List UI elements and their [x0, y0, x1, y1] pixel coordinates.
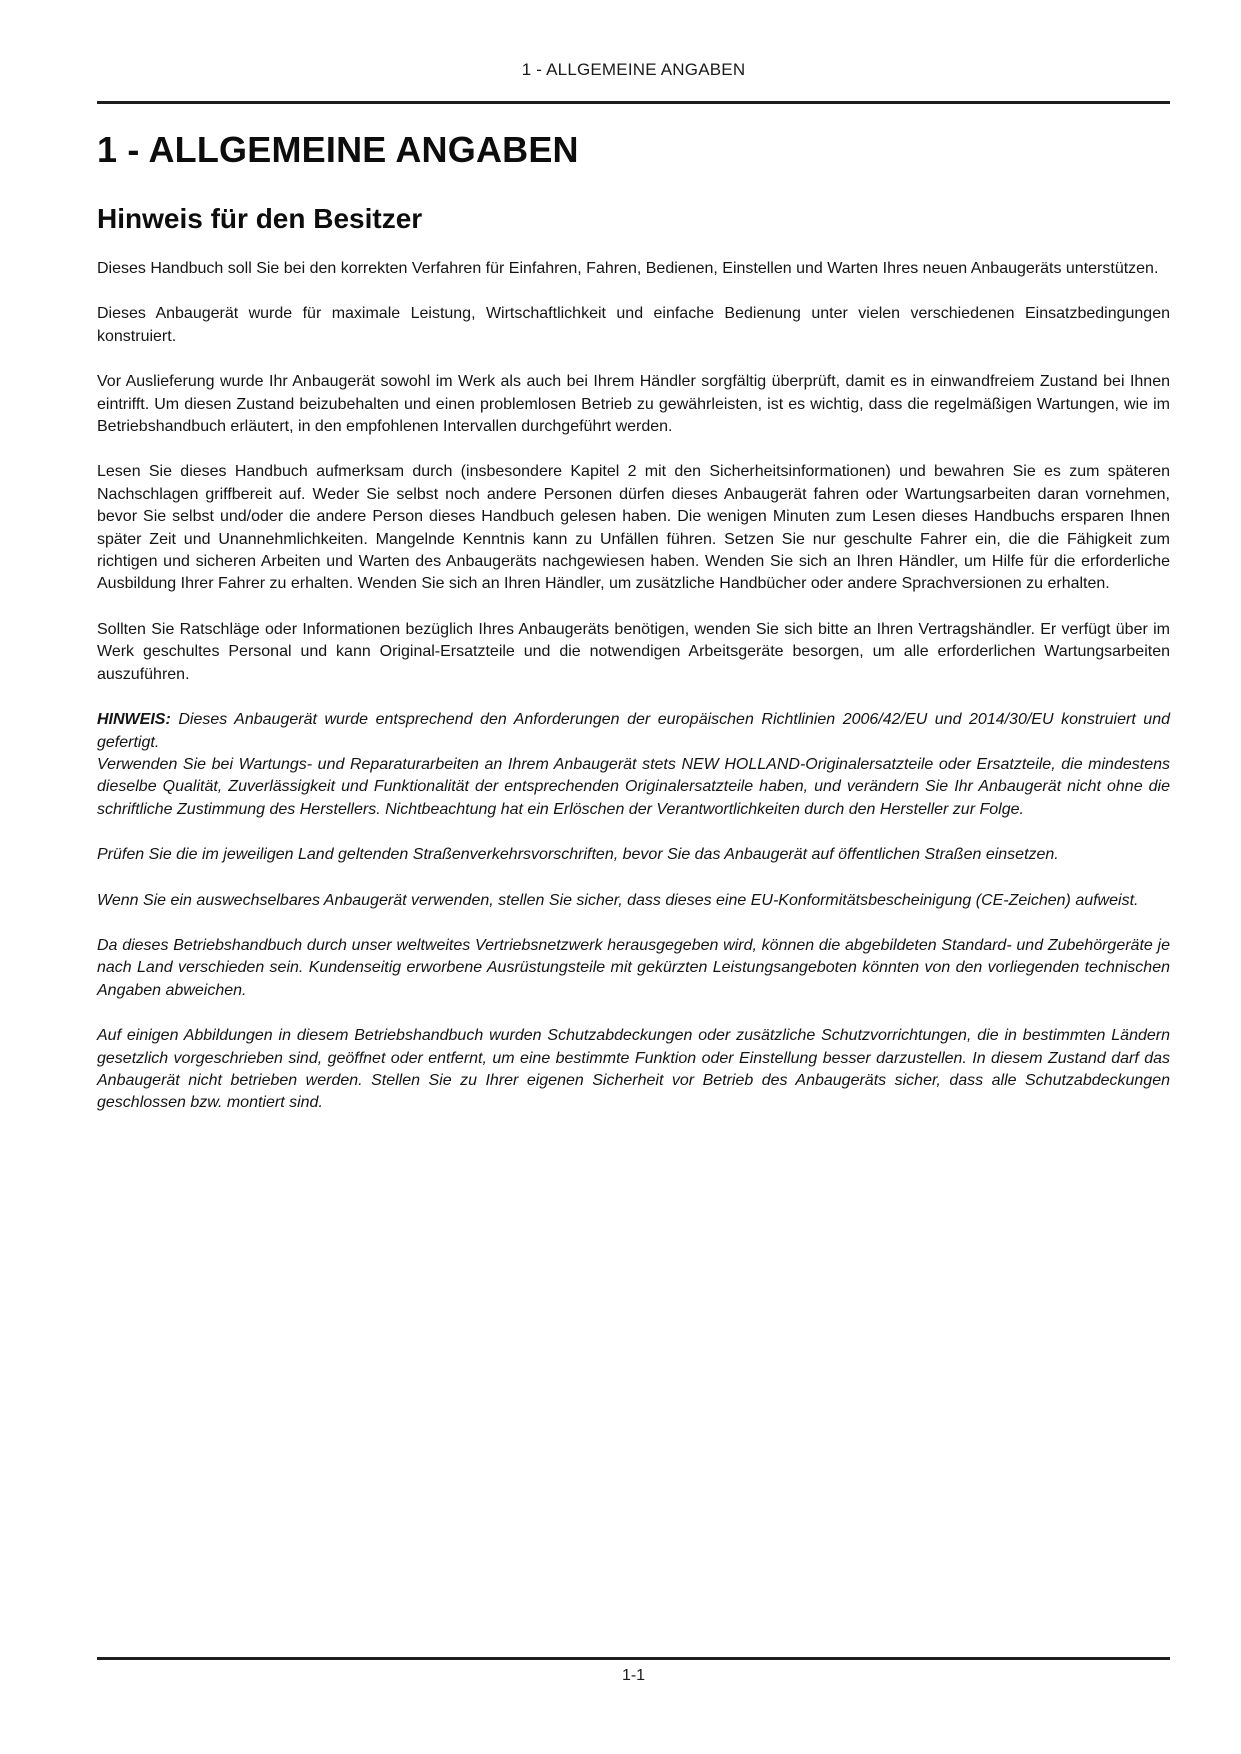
paragraph-2: Dieses Anbaugerät wurde für maximale Leistung, Wirtschaftlichkeit und einfache Bedienung unter vielen verschiedenen Einsatzbedingungen konstruiert.	[97, 305, 1170, 345]
note-part-1: Dieses Anbaugerät wurde entsprechend den Anforderungen der europäischen Richtlinien 2006/42/EU und 2014/30/EU konstruiert und gefertigt.	[97, 711, 1170, 751]
paragraph-1: Dieses Handbuch soll Sie bei den korrekten Verfahren für Einfahren, Fahren, Bedienen, Einstellen und Warten Ihres neuen Anbaugeräts unterstützen.	[97, 260, 1159, 277]
note-part-2: Verwenden Sie bei Wartungs- und Reparaturarbeiten an Ihrem Anbaugerät stets NEW HOLLAND-Originalersatzteile oder Ersatzteile, die mindestens dieselbe Qualität, Zuverlässigkeit und Funktionalität der entsprechenden Originalersatzteile haben, und verändern Sie Ihr Anbaugerät nicht ohne die schriftliche Zustimmung des Herstellers. Nichtbeachtung hat ein Erlöschen der Verantwortlichkeiten durch den Hersteller zur Folge.	[97, 755, 1170, 818]
header-rule	[97, 101, 1170, 104]
section-heading: Hinweis für den Besitzer	[97, 203, 423, 234]
paragraph-3: Vor Auslieferung wurde Ihr Anbaugerät sowohl im Werk als auch bei Ihrem Händler sorgfältig überprüft, damit es in einwandfreiem Zustand bei Ihnen eintrifft. Um diesen Zustand beizubehalten und einen problemlosen Betrieb zu gewährleisten, ist es wichtig, dass die regelmäßigen Wartungen, wie im Betriebshandbuch erläutert, in den empfohlenen Intervallen durchgeführt werden.	[97, 373, 1170, 436]
page-content	[97, 0, 1170, 1115]
footer-rule	[97, 1657, 1170, 1660]
page-number: 1-1	[621, 1667, 646, 1684]
paragraph-9: Auf einigen Abbildungen in diesem Betriebshandbuch wurden Schutzabdeckungen oder zusätzliche Schutzvorrichtungen, die in bestimmten Ländern gesetzlich vorgeschrieben sind, geöffnet oder entfernt, um eine bestimmte Funktion oder Einstellung besser darzustellen. In diesem Zustand darf das Anbaugerät nicht betrieben werden. Stellen Sie zu Ihrer eigenen Sicherheit vor Betrieb des Anbaugeräts sicher, dass alle Schutzabdeckungen geschlossen bzw. montiert sind.	[97, 1027, 1170, 1112]
paragraph-7: Wenn Sie ein auswechselbares Anbaugerät verwenden, stellen Sie sicher, dass dieses eine EU-Konformitätsbescheinigung (CE-Zeichen) aufweist.	[97, 891, 1139, 909]
note-prefix-label: HINWEIS:	[97, 711, 171, 729]
page-footer	[97, 1657, 1170, 1685]
paragraph-note	[97, 709, 1170, 821]
body-text	[97, 258, 1170, 1115]
paragraph-4: Lesen Sie dieses Handbuch aufmerksam durch (insbesondere Kapitel 2 mit den Sicherheitsinformationen) und bewahren Sie es zum späteren Nachschlagen griffbereit auf. Weder Sie selbst noch andere Personen dürfen dieses Anbaugerät fahren oder Wartungsarbeiten daran vornehmen, bevor Sie selbst und/oder die andere Person dieses Handbuch gelesen haben. Die wenigen Minuten zum Lesen dieses Handbuchs ersparen Ihnen später Zeit und Unannehmlichkeiten. Mangelnde Kenntnis kann zu Unfällen führen. Setzen Sie nur geschulte Fahrer ein, die die Fähigkeit zum richtigen und sicheren Arbeiten und Warten des Anbaugeräts nachgewiesen haben. Wenden Sie sich an Ihren Händler, um Hilfe für die erforderliche Ausbildung Ihrer Fahrer zu erhalten. Wenden Sie sich an Ihren Händler, um zusätzliche Handbücher oder andere Sprachversionen zu erhalten.	[97, 463, 1170, 593]
paragraph-6: Prüfen Sie die im jeweiligen Land geltenden Straßenverkehrsvorschriften, bevor Sie das Anbaugerät auf öffentlichen Straßen einsetzen.	[97, 846, 1059, 864]
paragraph-8: Da dieses Betriebshandbuch durch unser weltweites Vertriebsnetzwerk herausgegeben wird, können die abgebildeten Standard- und Zubehörgeräte je nach Land verschieden sein. Kundenseitig erworbene Ausrüstungsteile mit gekürzten Leistungsangeboten könnten von den vorliegenden technischen Angaben abweichen.	[97, 936, 1170, 999]
chapter-title: 1 - ALLGEMEINE ANGABEN	[97, 129, 579, 170]
running-header: 1 - ALLGEMEINE ANGABEN	[521, 60, 746, 79]
paragraph-5: Sollten Sie Ratschläge oder Informationen bezüglich Ihres Anbaugeräts benötigen, wenden Sie sich bitte an Ihren Vertragshändler. Er verfügt über im Werk geschultes Personal und kann Original-Ersatzteile und die notwendigen Arbeitsgeräte besorgen, um alle erforderlichen Wartungsarbeiten auszuführen.	[97, 620, 1170, 683]
